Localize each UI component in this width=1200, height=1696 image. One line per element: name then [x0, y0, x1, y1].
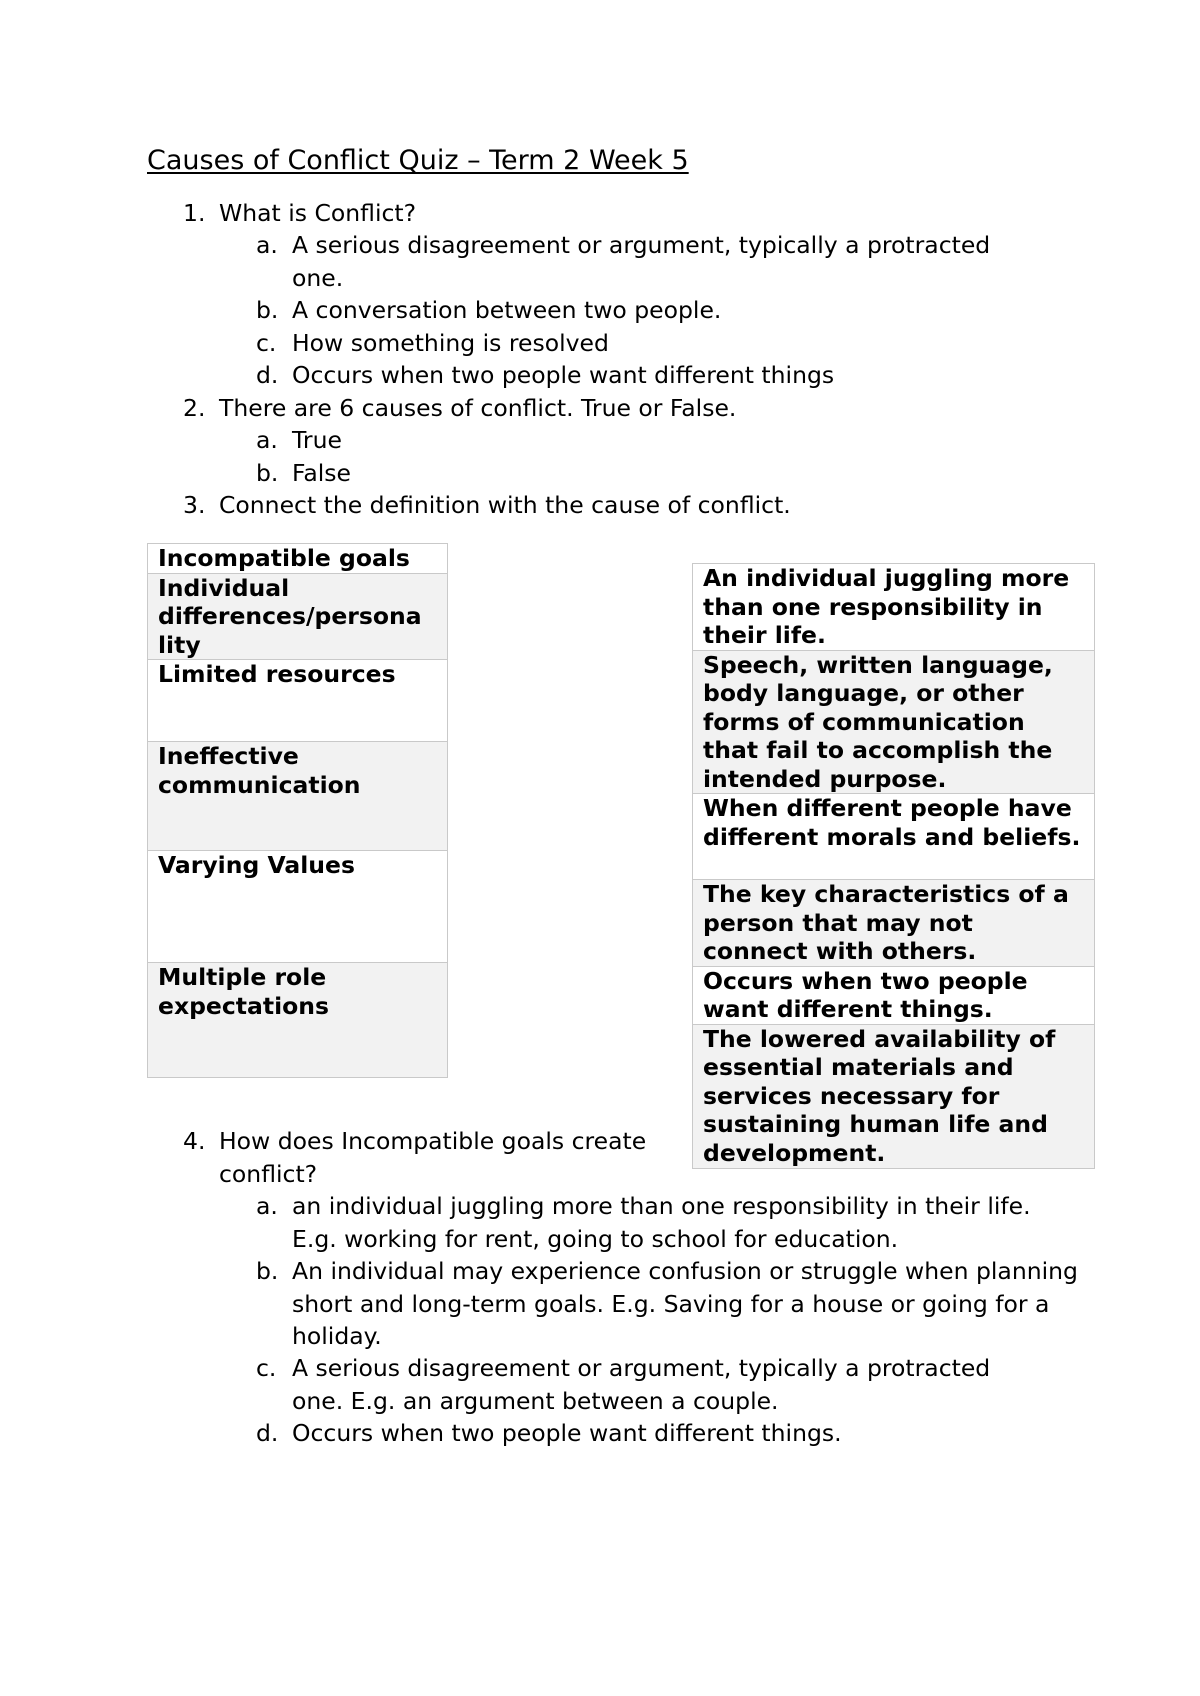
option-letter: c.	[256, 1354, 277, 1382]
definition-cell: When different people have different morals and beliefs.	[693, 794, 1095, 880]
question-number: 1.	[183, 199, 206, 227]
question-number: 3.	[183, 491, 206, 519]
option-letter: b.	[256, 459, 279, 487]
option-text: A serious disagreement or argument, typically a protracted one.	[292, 231, 991, 292]
option-text: A conversation between two people.	[292, 296, 722, 324]
cause-cell: Limited resources	[148, 660, 448, 742]
quiz-title: Causes of Conflict Quiz – Term 2 Week 5	[147, 145, 689, 176]
causes-table	[147, 543, 448, 1078]
option-letter: a.	[256, 426, 278, 454]
option-text: True	[292, 426, 342, 454]
option-text: Occurs when two people want different things	[292, 361, 835, 389]
question-text: There are 6 causes of conflict. True or False.	[219, 394, 737, 422]
question-number: 4.	[183, 1127, 206, 1155]
definition-cell: The lowered availability of essential materials and services necessary for sustaining human life and development.	[693, 1024, 1095, 1168]
cause-cell: Varying Values	[148, 851, 448, 963]
option-letter: a.	[256, 231, 278, 259]
cause-cell: Ineffective communication	[148, 742, 448, 851]
option-text: an individual juggling more than one responsibility in their life. E.g. working for rent, going to school for education.	[292, 1192, 1031, 1253]
option-letter: b.	[256, 296, 279, 324]
question-text: What is Conflict?	[219, 199, 417, 227]
option-text: An individual may experience confusion or struggle when planning short and long-term goals. E.g. Saving for a house or going for a holiday.	[292, 1257, 1078, 1350]
option-letter: d.	[256, 361, 279, 389]
cause-cell: Incompatible goals	[148, 544, 448, 574]
option-text: False	[292, 459, 351, 487]
definition-cell: The key characteristics of a person that may not connect with others.	[693, 880, 1095, 967]
definition-cell: Speech, written language, body language, or other forms of communication that fail to accomplish the intended purpose.	[693, 650, 1095, 794]
cause-cell: Individual differences/persona lity	[148, 573, 448, 660]
question-text: Connect the definition with the cause of conflict.	[219, 491, 791, 519]
definition-cell: Occurs when two people want different things.	[693, 966, 1095, 1024]
question-text: How does Incompatible goals create conflict?	[219, 1127, 647, 1188]
option-letter: b.	[256, 1257, 279, 1285]
question-number: 2.	[183, 394, 206, 422]
option-letter: a.	[256, 1192, 278, 1220]
cause-cell: Multiple role expectations	[148, 963, 448, 1078]
option-letter: c.	[256, 329, 277, 357]
option-text: Occurs when two people want different things.	[292, 1419, 842, 1447]
definitions-table	[692, 563, 1095, 1169]
option-text: A serious disagreement or argument, typically a protracted one. E.g. an argument between a couple.	[292, 1354, 991, 1415]
definition-cell: An individual juggling more than one responsibility in their life.	[693, 564, 1095, 651]
option-text: How something is resolved	[292, 329, 609, 357]
option-letter: d.	[256, 1419, 279, 1447]
